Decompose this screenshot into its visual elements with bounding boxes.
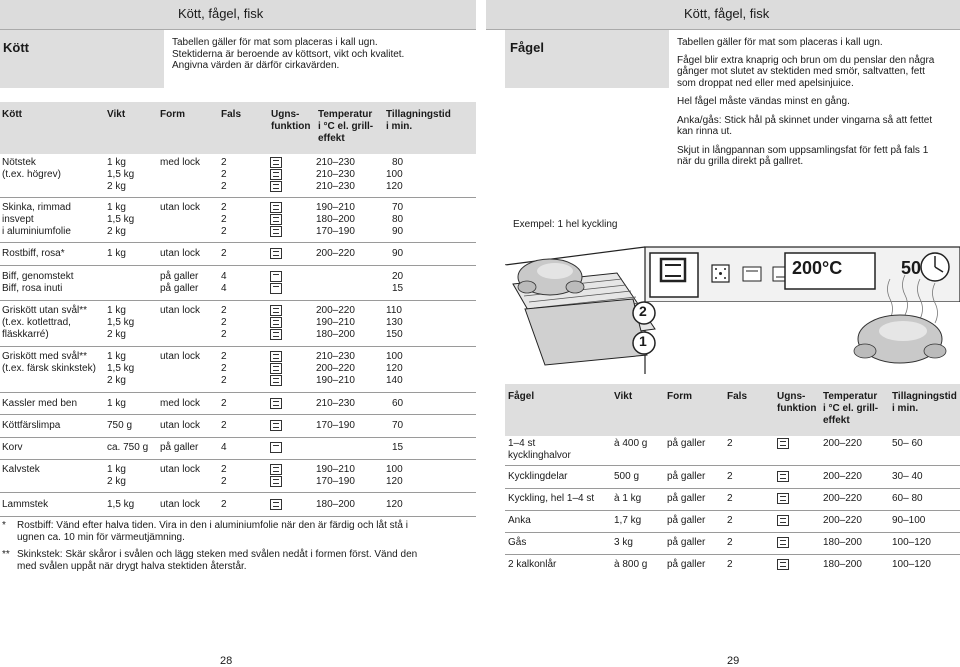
col-ugnsfunktion-1: Ugns- — [271, 109, 300, 120]
cell-fals: 2 — [221, 248, 227, 259]
shelf-label-1: 1 — [639, 333, 647, 349]
cell-temp: 200–220 — [316, 363, 355, 374]
cell-form: på galler — [160, 283, 199, 294]
oven-top-bottom-heat-icon — [270, 375, 282, 386]
tip-line: Tabellen gäller för mat som placeras i kall ugn. — [677, 37, 883, 48]
row-label: Lammstek — [2, 499, 49, 510]
cell-temp: 200–220 — [316, 305, 355, 316]
row-label: (t.ex. kotlettrad, — [2, 317, 71, 328]
cell-fals: 2 — [221, 363, 227, 374]
cell-tid: 60– 80 — [892, 493, 923, 504]
cell-form: på galler — [667, 438, 706, 449]
tip-line: Skjut in långpannan som uppsamlingsfat för fett på fals 1 — [677, 144, 929, 156]
cell-vikt: 1 kg — [107, 464, 126, 475]
footnote-line: Skinkstek: Skär skåror i svålen och lägg steken med svålen nedåt i formen först. Vänd den — [17, 549, 418, 560]
row-label: Skinka, rimmad — [2, 202, 71, 213]
row-label: fläskkarré) — [2, 329, 49, 340]
intro-line: Tabellen gäller för mat som placeras i kall ugn. — [172, 37, 378, 48]
cell-form: på galler — [160, 271, 199, 282]
row-label: (t.ex. färsk skinkstek) — [2, 363, 96, 374]
cell-temp: 200–220 — [823, 493, 862, 504]
cell-tid: 120 — [386, 181, 403, 192]
oven-grill-icon — [270, 442, 282, 453]
cell-tid: 120 — [386, 499, 403, 510]
cell-form: utan lock — [160, 248, 201, 259]
cell-vikt: 1 kg — [107, 202, 126, 213]
cell-tid: 100–120 — [892, 559, 931, 570]
oven-top-bottom-heat-icon — [270, 169, 282, 180]
cell-temp: 180–200 — [316, 329, 355, 340]
intro-line: Stektiderna är beroende av köttsort, vikt och kvalitet. — [172, 48, 405, 60]
footnote-mark: * — [2, 520, 6, 531]
cell-fals: 2 — [727, 493, 733, 504]
col-temp-1: Temperatur — [823, 391, 878, 402]
cell-fals: 2 — [221, 499, 227, 510]
cell-vikt: 1,5 kg — [107, 363, 135, 374]
oven-top-bottom-heat-icon — [270, 202, 282, 213]
col-ugnsfunktion-2: funktion — [777, 403, 817, 414]
col-tid-1: Tillagningstid — [386, 109, 451, 120]
row-label: 2 kalkonlår — [508, 559, 557, 570]
cell-temp: 190–210 — [316, 202, 355, 213]
row-divider — [0, 300, 476, 301]
col-ugnsfunktion-2: funktion — [271, 121, 311, 132]
cell-tid: 140 — [386, 375, 403, 386]
cell-temp: 210–230 — [316, 351, 355, 362]
cell-vikt: 2 kg — [107, 329, 126, 340]
tip-line: kan rinna ut. — [677, 126, 733, 137]
cell-form: utan lock — [160, 420, 201, 431]
cell-tid: 20 — [392, 271, 404, 282]
cell-tid: 100 — [386, 351, 403, 362]
page-header-right — [486, 0, 960, 30]
col-vikt: Vikt — [614, 391, 633, 402]
cell-temp: 210–230 — [316, 169, 355, 180]
cell-temp: 180–200 — [316, 499, 355, 510]
row-divider — [505, 554, 960, 555]
cell-temp: 190–210 — [316, 464, 355, 475]
cell-fals: 2 — [221, 169, 227, 180]
col-fals: Fals — [221, 109, 242, 120]
cell-fals: 2 — [727, 438, 733, 449]
row-label: Kyckling, hel 1–4 st — [508, 493, 595, 504]
row-divider — [0, 414, 476, 415]
row-label: Nötstek — [2, 157, 36, 168]
cell-temp: 200–220 — [316, 248, 355, 259]
cell-fals: 4 — [221, 442, 227, 453]
cell-vikt: ca. 750 g — [107, 442, 149, 453]
oven-top-bottom-heat-icon — [270, 476, 282, 487]
example-caption: Exempel: 1 hel kyckling — [513, 219, 618, 230]
cell-fals: 2 — [221, 181, 227, 192]
oven-grill-icon — [270, 283, 282, 294]
col-temp-1: Temperatur — [318, 109, 373, 120]
cell-fals: 2 — [221, 317, 227, 328]
oven-top-bottom-heat-icon — [270, 329, 282, 340]
col-ugnsfunktion-1: Ugns- — [777, 391, 806, 402]
section-bar-kott — [0, 30, 164, 88]
cell-temp: 180–200 — [823, 537, 862, 548]
cell-tid: 80 — [392, 214, 404, 225]
cell-temp: 170–190 — [316, 420, 355, 431]
tip-line: när du grilla direkt på gallret. — [677, 156, 804, 167]
tip-line: gånger mot slutet av stektiden med smör, saltvatten, fett — [677, 66, 925, 77]
illustration-temperature: 200°C — [792, 258, 843, 278]
cell-tid: 80 — [392, 157, 404, 168]
row-label: Anka — [508, 515, 531, 526]
cell-temp: 210–230 — [316, 398, 355, 409]
cell-fals: 2 — [221, 202, 227, 213]
oven-top-bottom-heat-icon — [270, 398, 282, 409]
page-number-right: 29 — [727, 655, 740, 667]
cell-vikt: 1,5 kg — [107, 317, 135, 328]
row-divider — [0, 242, 476, 243]
cell-form: utan lock — [160, 464, 201, 475]
cell-form: på galler — [667, 493, 706, 504]
oven-top-bottom-heat-icon — [270, 214, 282, 225]
tip-line: som droppat ned eller med apelsinjuice. — [677, 77, 854, 89]
cell-form: utan lock — [160, 202, 201, 213]
section-title-kott: Kött — [3, 40, 29, 55]
section-bar-fagel — [505, 30, 669, 88]
shelf-label-2: 2 — [639, 303, 647, 319]
cell-tid: 100–120 — [892, 537, 931, 548]
row-label: Griskött utan svål** — [2, 305, 88, 316]
cell-fals: 2 — [221, 464, 227, 475]
row-divider — [0, 197, 476, 198]
cell-form: utan lock — [160, 499, 201, 510]
header-title-right: Kött, fågel, fisk — [684, 6, 770, 21]
page-number-left: 28 — [220, 655, 233, 667]
cell-fals: 2 — [221, 375, 227, 386]
cell-vikt: 3 kg — [614, 537, 633, 548]
oven-top-bottom-heat-icon — [777, 471, 789, 482]
cell-temp: 200–220 — [823, 515, 862, 526]
intro-line: Angivna värden är därför cirkavärden. — [172, 60, 340, 71]
cell-fals: 2 — [221, 305, 227, 316]
cell-temp: 200–220 — [823, 471, 862, 482]
cell-fals: 2 — [727, 537, 733, 548]
cell-tid: 50– 60 — [892, 438, 923, 449]
cell-tid: 110 — [386, 305, 402, 316]
cell-fals: 2 — [221, 214, 227, 225]
cell-vikt: 1,5 kg — [107, 214, 135, 225]
col-form: Form — [160, 109, 185, 120]
row-divider — [0, 265, 476, 266]
cell-fals: 2 — [221, 157, 227, 168]
cell-vikt: 1 kg — [107, 305, 126, 316]
col-tid-2: i min. — [892, 403, 919, 414]
cell-form: med lock — [160, 157, 201, 168]
cell-temp: 210–230 — [316, 157, 355, 168]
fagel-tips — [677, 37, 957, 168]
oven-illustration — [505, 239, 960, 374]
row-label: kycklinghalvor — [508, 450, 571, 461]
cell-form: utan lock — [160, 305, 201, 316]
cell-fals: 4 — [221, 283, 227, 294]
row-divider — [505, 488, 960, 489]
cell-form: på galler — [667, 471, 706, 482]
oven-top-bottom-heat-icon — [777, 559, 789, 570]
col-tid-1: Tillagningstid — [892, 391, 957, 402]
oven-top-bottom-heat-icon — [270, 499, 282, 510]
section-title-fagel: Fågel — [510, 40, 544, 55]
cell-vikt: 1 kg — [107, 398, 126, 409]
cell-form: på galler — [160, 442, 199, 453]
oven-top-bottom-heat-icon — [270, 351, 282, 362]
oven-top-bottom-heat-icon — [270, 181, 282, 192]
oven-top-bottom-heat-icon — [270, 464, 282, 475]
row-label: Kalvstek — [2, 464, 40, 475]
cell-form: på galler — [667, 537, 706, 548]
cell-tid: 150 — [386, 329, 403, 340]
oven-top-bottom-heat-icon — [777, 493, 789, 504]
cell-vikt: 1 kg — [107, 248, 126, 259]
oven-top-bottom-heat-icon — [270, 305, 282, 316]
header-title-left: Kött, fågel, fisk — [178, 6, 264, 21]
row-label: Köttfärslimpa — [2, 420, 61, 431]
row-divider — [0, 492, 476, 493]
cell-tid: 100 — [386, 464, 403, 475]
cell-vikt: 750 g — [107, 420, 133, 431]
cell-temp: 170–190 — [316, 476, 355, 487]
footnote-line: ugnen ca. 10 min för värmeutjämning. — [17, 532, 185, 543]
cell-temp: 180–200 — [316, 214, 355, 225]
row-divider — [505, 532, 960, 533]
cell-vikt: 1 kg — [107, 157, 126, 168]
row-label: insvept — [2, 214, 34, 225]
cell-vikt: à 1 kg — [614, 493, 642, 504]
col-temp-2: i °C el. grill- — [318, 121, 374, 132]
cell-vikt: 2 kg — [107, 375, 126, 386]
oven-top-bottom-heat-icon — [777, 537, 789, 548]
cell-vikt: à 400 g — [614, 438, 648, 449]
row-label: Kycklingdelar — [508, 471, 568, 482]
cell-temp: 200–220 — [823, 438, 862, 449]
row-divider — [0, 516, 476, 517]
oven-top-bottom-heat-icon — [270, 420, 282, 431]
tip-line: Anka/gås: Stick hål på skinnet under vingarna så att fettet — [677, 114, 933, 126]
row-label: Biff, genomstekt — [2, 271, 74, 282]
illustration-time: 50 — [901, 258, 922, 278]
row-divider — [0, 437, 476, 438]
cell-vikt: 2 kg — [107, 226, 126, 237]
cell-tid: 30– 40 — [892, 471, 923, 482]
oven-illustration-svg — [505, 239, 960, 374]
cell-tid: 120 — [386, 363, 403, 374]
cell-temp: 210–230 — [316, 181, 355, 192]
col-fals: Fals — [727, 391, 748, 402]
row-label: (t.ex. högrev) — [2, 169, 61, 180]
cell-vikt: 1,7 kg — [614, 515, 642, 526]
oven-top-bottom-heat-icon — [270, 317, 282, 328]
footnote-line: med svålen uppåt när drygt halva stektiden återstår. — [17, 561, 247, 572]
cell-fals: 4 — [221, 271, 227, 282]
cell-fals: 2 — [221, 398, 227, 409]
footnote-mark: ** — [2, 549, 10, 560]
cell-vikt: 1,5 kg — [107, 499, 135, 510]
tip-line: Hel fågel måste vändas minst en gång. — [677, 96, 850, 107]
row-divider — [505, 510, 960, 511]
cell-temp: 180–200 — [823, 559, 862, 570]
cell-fals: 2 — [221, 226, 227, 237]
cell-form: utan lock — [160, 351, 201, 362]
cell-vikt: à 800 g — [614, 559, 648, 570]
row-label: Biff, rosa inuti — [2, 283, 63, 294]
cell-tid: 60 — [392, 398, 404, 409]
row-label: Gås — [508, 537, 527, 548]
oven-top-bottom-heat-icon — [777, 438, 789, 449]
cell-fals: 2 — [221, 420, 227, 431]
cell-form: på galler — [667, 559, 706, 570]
row-label: Kassler med ben — [2, 398, 78, 409]
cell-tid: 15 — [392, 442, 404, 453]
row-divider — [0, 346, 476, 347]
cell-vikt: 1 kg — [107, 351, 126, 362]
row-divider — [0, 459, 476, 460]
oven-grill-icon — [270, 271, 282, 282]
cell-tid: 15 — [392, 283, 404, 294]
row-label: 1–4 st — [508, 438, 536, 449]
page-header-left — [0, 0, 476, 30]
cell-tid: 120 — [386, 476, 403, 487]
col-vikt: Vikt — [107, 109, 126, 120]
cell-fals: 2 — [727, 559, 733, 570]
oven-top-bottom-heat-icon — [270, 226, 282, 237]
row-label: i aluminiumfolie — [2, 226, 71, 237]
cell-temp: 190–210 — [316, 375, 355, 386]
cell-tid: 90–100 — [892, 515, 926, 526]
row-divider — [0, 392, 476, 393]
cell-tid: 130 — [386, 317, 403, 328]
oven-top-bottom-heat-icon — [270, 363, 282, 374]
cell-fals: 2 — [221, 329, 227, 340]
cell-tid: 100 — [386, 169, 403, 180]
col-form: Form — [667, 391, 692, 402]
footnote-line: Rostbiff: Vänd efter halva tiden. Vira in den i aluminiumfolie när den är färdig och låt stå i — [17, 520, 408, 531]
cell-temp: 190–210 — [316, 317, 355, 328]
cell-tid: 90 — [392, 248, 404, 259]
cell-fals: 2 — [727, 471, 733, 482]
cell-vikt: 500 g — [614, 471, 640, 482]
col-fagel: Fågel — [508, 391, 535, 402]
col-temp-2: i °C el. grill- — [823, 403, 879, 414]
cell-fals: 2 — [727, 515, 733, 526]
tip-line: Fågel blir extra knaprig och brun om du penslar den några — [677, 54, 935, 66]
oven-top-bottom-heat-icon — [270, 248, 282, 259]
col-temp-3: effekt — [823, 415, 850, 426]
row-label: Rostbiff, rosa* — [2, 248, 65, 259]
cell-vikt: 2 kg — [107, 476, 126, 487]
cell-fals: 2 — [221, 476, 227, 487]
oven-top-bottom-heat-icon — [270, 157, 282, 168]
cell-fals: 2 — [221, 351, 227, 362]
cell-temp: 170–190 — [316, 226, 355, 237]
row-divider — [505, 465, 960, 466]
cell-vikt: 2 kg — [107, 181, 126, 192]
cell-tid: 70 — [392, 420, 404, 431]
cell-form: med lock — [160, 398, 201, 409]
row-label: Griskött med svål** — [2, 351, 88, 362]
oven-top-bottom-heat-icon — [777, 515, 789, 526]
left-intro — [172, 37, 404, 72]
row-label: Korv — [2, 442, 23, 453]
cell-tid: 70 — [392, 202, 404, 213]
col-tid-2: i min. — [386, 121, 413, 132]
col-temp-3: effekt — [318, 133, 345, 144]
cell-form: på galler — [667, 515, 706, 526]
col-kott: Kött — [2, 109, 22, 120]
cell-vikt: 1,5 kg — [107, 169, 135, 180]
cell-tid: 90 — [392, 226, 404, 237]
